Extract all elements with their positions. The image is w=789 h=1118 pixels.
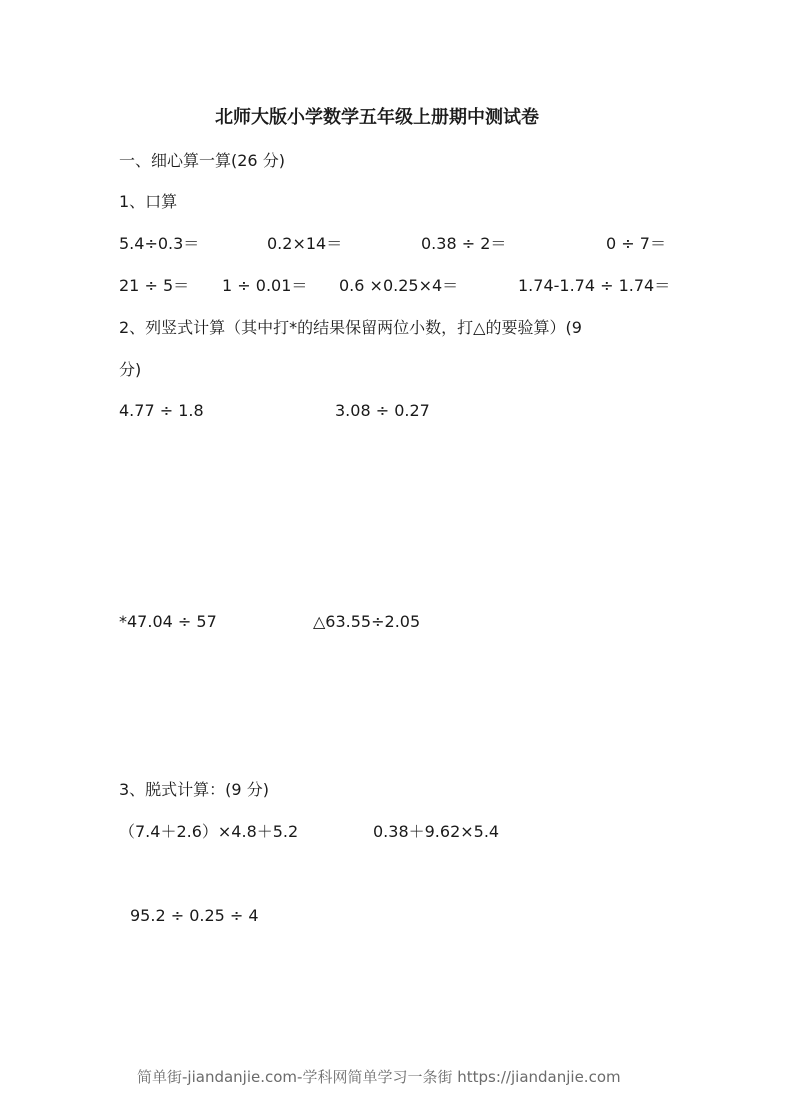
- vertical-calc-item: *47.04 ÷ 57: [119, 612, 217, 631]
- stepwise-calc-item: （7.4＋2.6）×4.8＋5.2: [119, 822, 299, 841]
- vertical-calc-item: △63.55÷2.05: [313, 612, 421, 631]
- stepwise-calc-item: 0.38＋9.62×5.4: [373, 822, 500, 841]
- vertical-calc-item: 3.08 ÷ 0.27: [335, 401, 430, 420]
- question-2-label-cont: 分): [119, 360, 142, 379]
- oral-calc-item: 1.74-1.74 ÷ 1.74＝: [518, 276, 671, 295]
- oral-calc-item: 0 ÷ 7＝: [606, 234, 666, 253]
- oral-calc-item: 5.4÷0.3＝: [119, 234, 200, 253]
- oral-calc-item: 0.6 ×0.25×4＝: [339, 276, 459, 295]
- oral-calc-item: 0.38 ÷ 2＝: [421, 234, 507, 253]
- section-heading: 一、细心算一算(26 分): [119, 151, 285, 170]
- oral-calc-item: 21 ÷ 5＝: [119, 276, 190, 295]
- stepwise-calc-item: 95.2 ÷ 0.25 ÷ 4: [130, 906, 259, 925]
- vertical-calc-item: 4.77 ÷ 1.8: [119, 401, 204, 420]
- footer-watermark: 简单街-jiandanjie.com-学科网简单学习一条街 https://jiandanjie.com: [137, 1068, 621, 1086]
- question-2-label: 2、列竖式计算（其中打*的结果保留两位小数，打△的要验算）(9: [119, 318, 582, 337]
- oral-calc-item: 1 ÷ 0.01＝: [222, 276, 308, 295]
- page-title: 北师大版小学数学五年级上册期中测试卷: [215, 107, 539, 128]
- question-1-label: 1、口算: [119, 192, 178, 211]
- question-3-label: 3、脱式计算：(9 分): [119, 780, 269, 799]
- oral-calc-item: 0.2×14＝: [267, 234, 343, 253]
